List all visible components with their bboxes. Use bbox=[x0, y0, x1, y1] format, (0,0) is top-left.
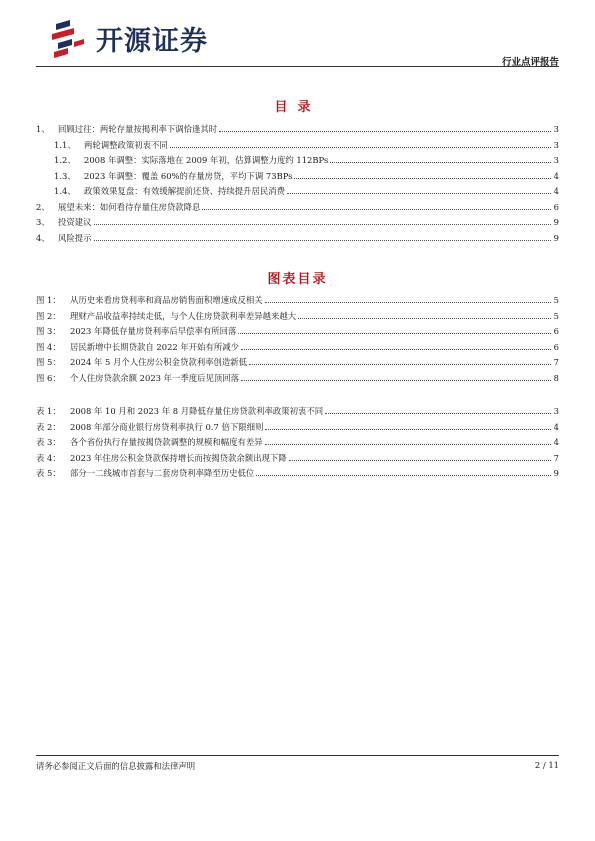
dot-leader bbox=[241, 349, 551, 350]
table-index-entry-number: 表 1： bbox=[36, 406, 61, 416]
chart-index-entry-text: 2023 年降低存量房贷利率后早偿率有所回落 bbox=[70, 326, 237, 336]
toc-entry-page: 9 bbox=[553, 217, 559, 227]
table-index-entry-text: 2023 年住房公积金贷款保持增长而按揭贷款余额出现下降 bbox=[70, 452, 287, 463]
table-index-entry-page: 3 bbox=[553, 406, 559, 416]
toc-entry-text: 回顾过往：两轮存量按揭利率下调恰逢其时 bbox=[58, 124, 218, 134]
dot-leader bbox=[241, 380, 551, 381]
header-divider bbox=[36, 66, 559, 67]
chart-index-entry[interactable] bbox=[36, 355, 559, 367]
toc-entry-text: 展望未来：如何看待存量住房贷款降息 bbox=[58, 201, 201, 212]
dot-leader bbox=[294, 178, 551, 179]
chart-index-entry-number: 图 5： bbox=[36, 357, 61, 367]
chart-index-entry[interactable] bbox=[36, 293, 559, 305]
table-index-entry-text: 各个省份执行存量按揭贷款调整的规模和幅度有差异 bbox=[70, 437, 263, 447]
toc-entry[interactable] bbox=[36, 200, 559, 212]
table-index-entry-number: 表 3： bbox=[36, 437, 61, 447]
chart-index-entry-number: 图 4： bbox=[36, 341, 61, 352]
chart-index-entry-text: 居民新增中长期贷款自 2022 年开始有所减少 bbox=[70, 341, 240, 352]
table-index-entry[interactable] bbox=[36, 404, 559, 416]
table-index-entry-number: 表 5： bbox=[36, 468, 61, 478]
dot-leader bbox=[202, 209, 551, 210]
table-index-entry-page: 9 bbox=[553, 468, 559, 478]
table-index-entry-number: 表 2： bbox=[36, 421, 61, 432]
toc-entry-number: 1、 bbox=[36, 124, 50, 134]
toc-entry-number: 4、 bbox=[36, 232, 50, 243]
chart-index-entry[interactable] bbox=[36, 340, 559, 352]
chart-index-entry-page: 5 bbox=[553, 310, 559, 321]
table-index-entry-page: 4 bbox=[553, 437, 559, 447]
chart-index-entry[interactable] bbox=[36, 324, 559, 336]
chart-index-entry[interactable] bbox=[36, 309, 559, 321]
dot-leader bbox=[265, 444, 551, 445]
table-index-entry[interactable] bbox=[36, 435, 559, 447]
chart-index-entry-number: 图 2： bbox=[36, 310, 61, 321]
dot-leader bbox=[289, 460, 551, 461]
chart-index-entry-text: 从历史来看房贷利率和商品房销售面积增速成反相关 bbox=[70, 295, 263, 305]
toc-entry[interactable] bbox=[54, 138, 559, 150]
page-number: 2 / 11 bbox=[534, 760, 559, 770]
page-header bbox=[36, 14, 559, 68]
toc-entry-page: 3 bbox=[553, 139, 559, 150]
brand-name: 开源证券 bbox=[96, 25, 208, 57]
chart-index-entry-page: 8 bbox=[553, 372, 559, 383]
toc-entry-page: 9 bbox=[553, 232, 559, 243]
report-type-label: 行业点评报告 bbox=[501, 57, 559, 68]
dot-leader bbox=[330, 162, 551, 163]
chart-index-entry-page: 5 bbox=[553, 295, 559, 305]
toc-entry-number: 1.4、 bbox=[54, 186, 76, 196]
dot-leader bbox=[256, 475, 551, 476]
dot-leader bbox=[325, 413, 551, 414]
footer-disclaimer: 请务必参阅正文后面的信息披露和法律声明 bbox=[36, 761, 196, 771]
dot-leader bbox=[265, 302, 551, 303]
toc-entry-number: 1.1、 bbox=[54, 139, 76, 150]
chart-index-entry-number: 图 3： bbox=[36, 326, 61, 336]
chart-index-entry-text: 个人住房贷款余额 2023 年一季度后见顶回落 bbox=[70, 372, 240, 383]
toc-entry[interactable] bbox=[36, 231, 559, 243]
dot-leader bbox=[238, 333, 551, 334]
toc-entry-text: 政策效果复盘：有效缓解提前还贷、持续提升居民消费 bbox=[84, 186, 285, 196]
table-index-entry-text: 2008 年 10 月和 2023 年 8 月降低存量住房贷款利率政策初衷不同 bbox=[70, 406, 324, 416]
dot-leader bbox=[170, 147, 551, 148]
toc-entry[interactable] bbox=[36, 122, 559, 134]
table-index-entry-page: 7 bbox=[553, 452, 559, 463]
chart-index-entry-page: 7 bbox=[553, 357, 559, 367]
toc-entry-page: 3 bbox=[553, 155, 559, 165]
brand-logo bbox=[48, 18, 208, 58]
dot-leader bbox=[219, 131, 551, 132]
footer-divider bbox=[36, 755, 559, 756]
toc-entry-text: 两轮调整政策初衷不同 bbox=[84, 139, 168, 150]
chart-index-entry-page: 6 bbox=[553, 326, 559, 336]
toc-entry-number: 1.2、 bbox=[54, 155, 76, 165]
toc-entry-number: 3、 bbox=[36, 217, 50, 227]
dot-leader bbox=[287, 193, 551, 194]
toc-entry-text: 投资建议 bbox=[58, 217, 92, 227]
dot-leader bbox=[94, 224, 552, 225]
toc-entry[interactable] bbox=[36, 215, 559, 227]
table-index-entry-number: 表 4： bbox=[36, 452, 61, 463]
chart-index-entry[interactable] bbox=[36, 371, 559, 383]
table-index-entry[interactable] bbox=[36, 451, 559, 463]
toc-entry[interactable] bbox=[54, 184, 559, 196]
figures-index-title: 图表目录 bbox=[267, 272, 328, 287]
toc-entry-page: 4 bbox=[553, 186, 559, 196]
chart-index-entry-number: 图 6： bbox=[36, 372, 61, 383]
chart-index-entry-text: 2024 年 5 月个人住房公积金贷款利率创造新低 bbox=[70, 357, 248, 367]
toc-entry[interactable] bbox=[54, 153, 559, 165]
toc-entry-number: 1.3、 bbox=[54, 170, 76, 181]
toc-entry-page: 6 bbox=[553, 201, 559, 212]
toc-entry-text: 2023 年调整：覆盖 60%的存量房贷，平均下调 73BPs bbox=[84, 170, 293, 181]
table-index-entry[interactable] bbox=[36, 466, 559, 478]
toc-entry-page: 4 bbox=[553, 170, 559, 181]
table-index-entry-text: 2008 年部分商业银行房贷利率执行 0.7 倍下限细则 bbox=[70, 421, 264, 432]
table-index-entry-text: 部分一二线城市首套与二套房贷利率降至历史低位 bbox=[70, 468, 255, 478]
toc-entry-text: 2008 年调整：实际落地在 2009 年初，估算调整力度约 112BPs bbox=[84, 155, 329, 165]
table-index-entry[interactable] bbox=[36, 420, 559, 432]
dot-leader bbox=[265, 429, 551, 430]
toc-entry-text: 风险提示 bbox=[58, 232, 92, 243]
dot-leader bbox=[298, 318, 551, 319]
dot-leader bbox=[249, 364, 551, 365]
toc-entry[interactable] bbox=[54, 169, 559, 181]
logo-mark-icon bbox=[48, 18, 92, 58]
toc-entry-number: 2、 bbox=[36, 201, 50, 212]
dot-leader bbox=[94, 240, 552, 241]
toc-title: 目录 bbox=[274, 100, 321, 115]
chart-index-entry-page: 6 bbox=[553, 341, 559, 352]
chart-index-entry-number: 图 1： bbox=[36, 295, 61, 305]
table-index-entry-page: 4 bbox=[553, 421, 559, 432]
toc-entry-page: 3 bbox=[553, 124, 559, 134]
chart-index-entry-text: 理财产品收益率持续走低，与个人住房贷款利率差异越来越大 bbox=[70, 310, 297, 321]
